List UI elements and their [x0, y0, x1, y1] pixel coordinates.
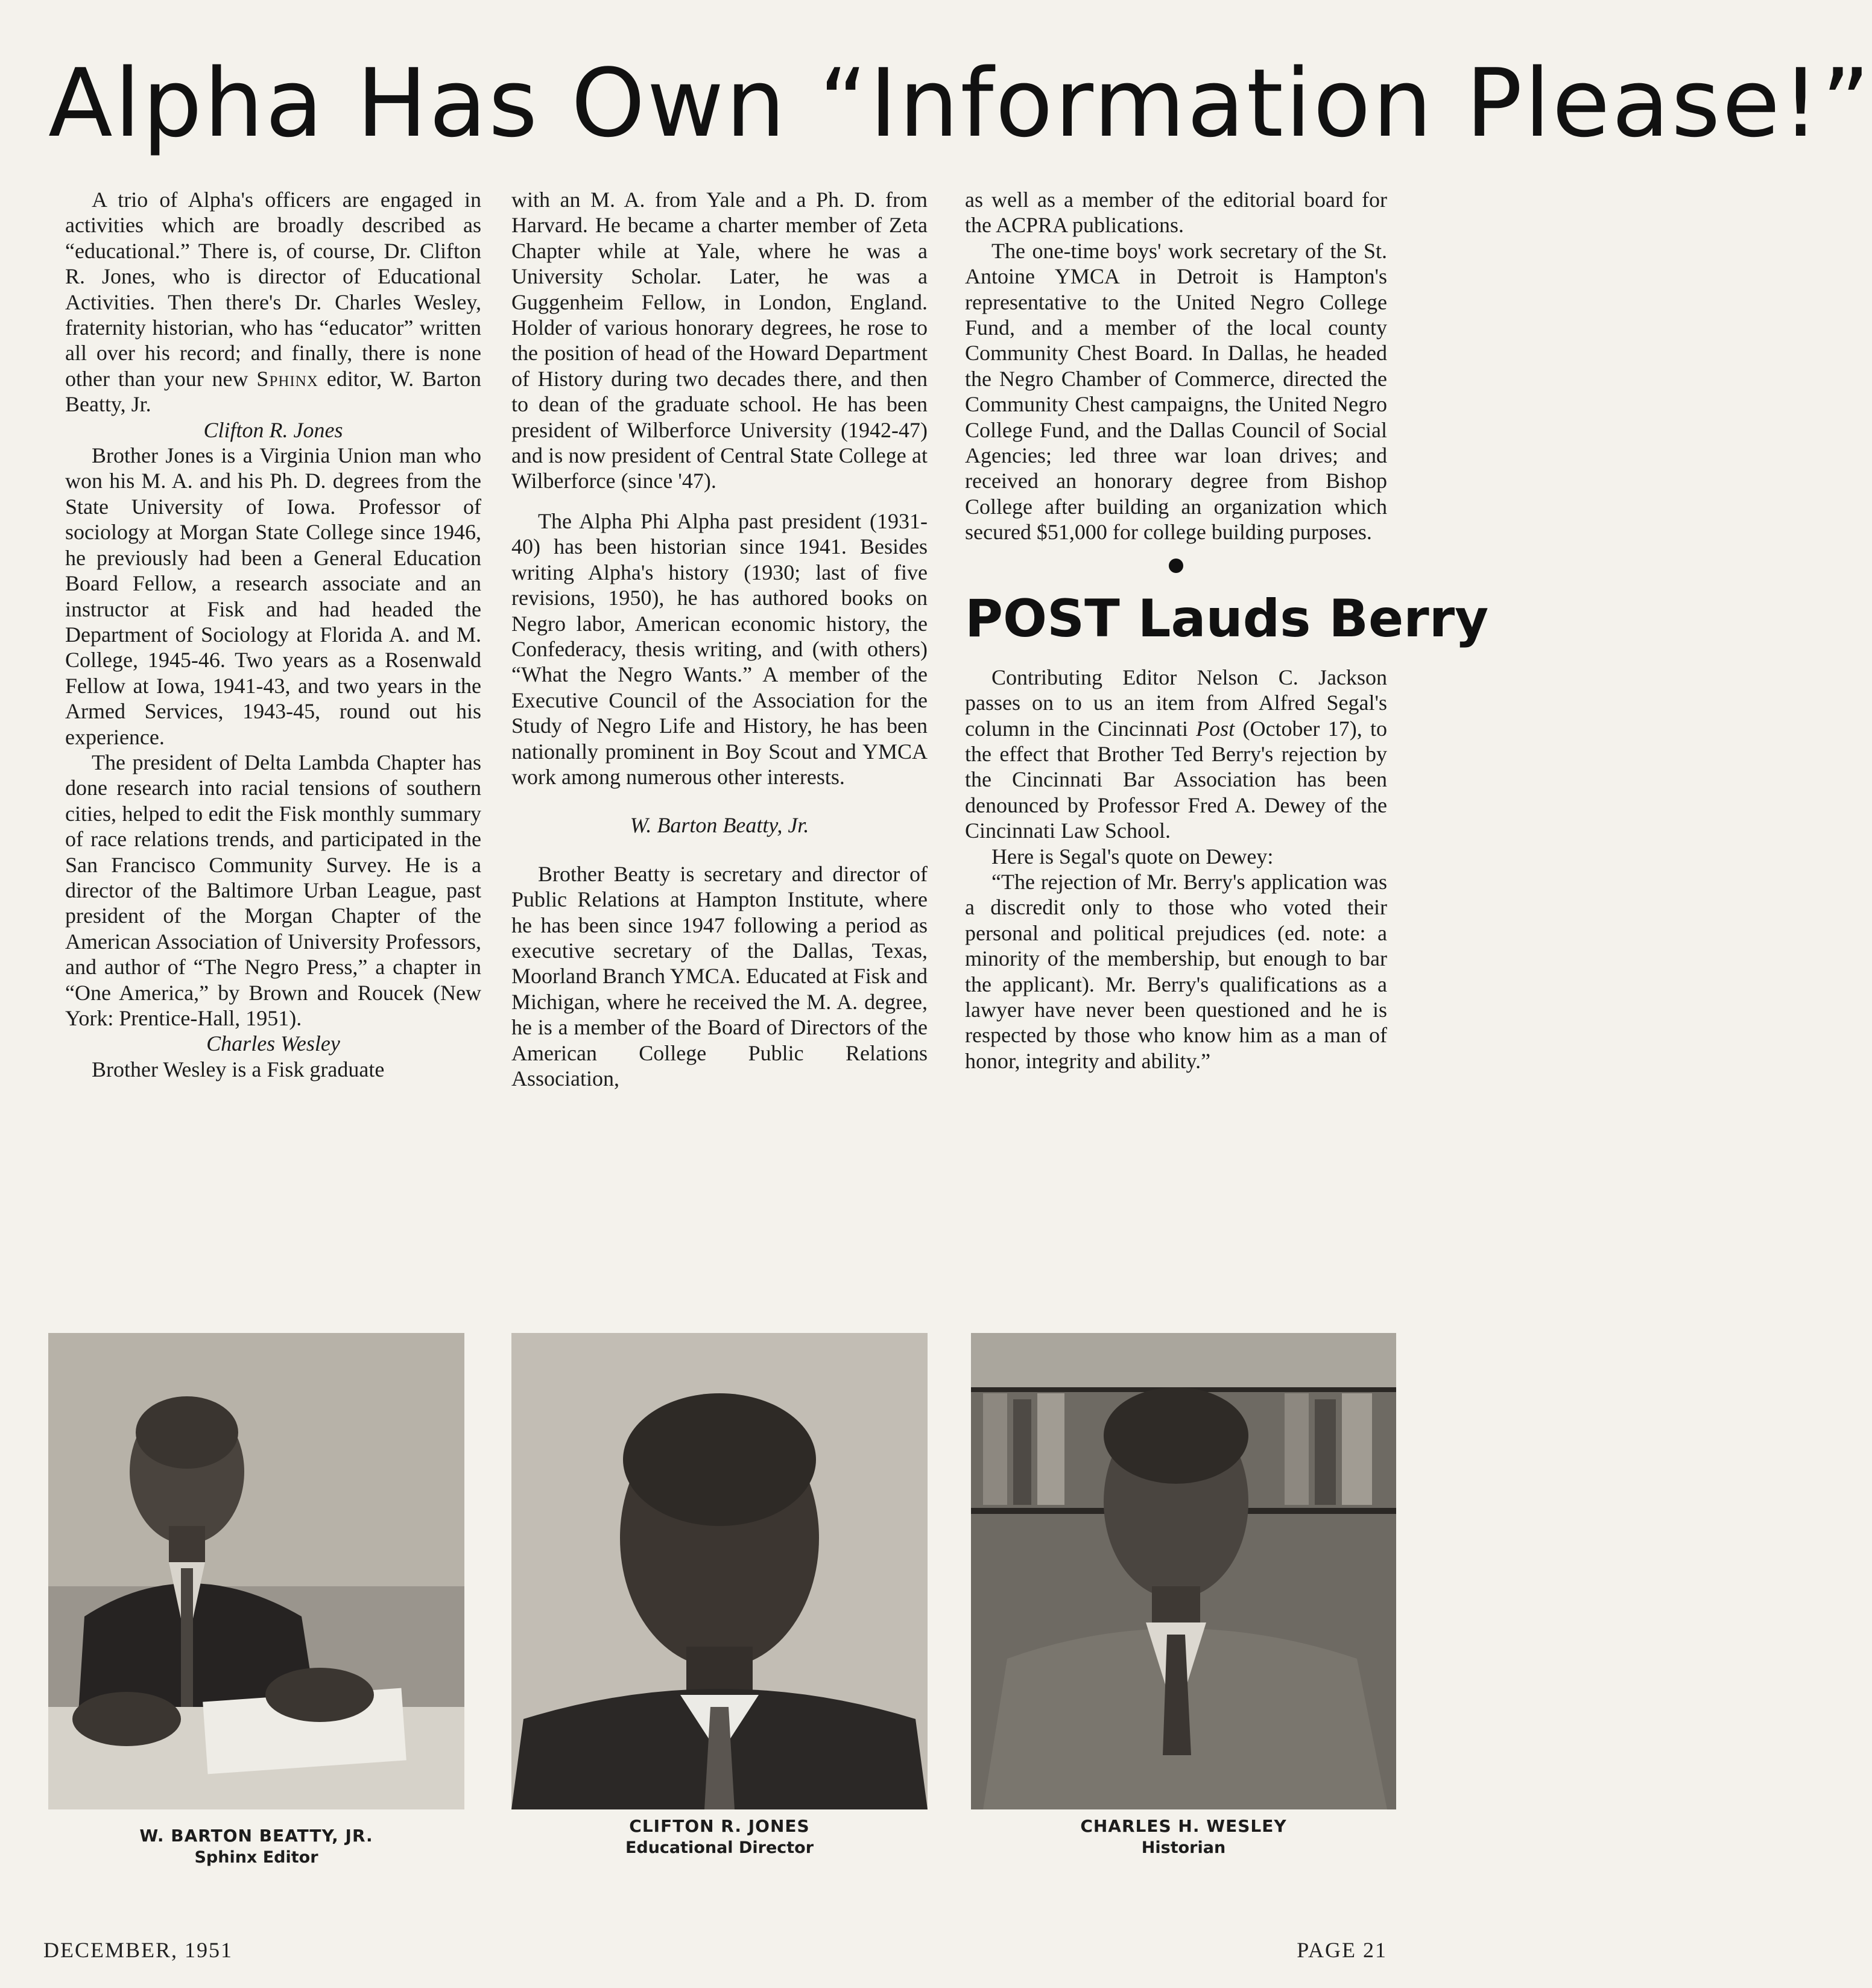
- byline-charles-wesley: Charles Wesley: [206, 1031, 340, 1056]
- berry-quote: “The rejection of Mr. Berry's application was a discredit only to those who voted their personal and political prejudices (ed. note: a minority of the membership, but enough to bar the applicant). Mr. Berry's qualifications as a lawyer have never been questioned and he is respected by those who know him as a man of honor, integrity and ability.”: [965, 869, 1387, 1073]
- caption-charles-wesley: [971, 1815, 1396, 1859]
- footer-issue-date: DECEMBER, 1951: [43, 1938, 233, 1962]
- section-bullet-icon: [1169, 559, 1183, 573]
- caption-role: Historian: [1141, 1838, 1226, 1857]
- subhead-post-lauds-berry: POST Lauds Berry: [965, 588, 1489, 649]
- article-column-3: [965, 187, 1489, 1074]
- caption-name: CHARLES H. WESLEY: [1080, 1816, 1287, 1836]
- photo-charles-wesley: [971, 1333, 1396, 1809]
- wesley-paragraph-2: The Alpha Phi Alpha past president (1931-40) has been historian since 1941. Besides writing Alpha's history (1930; last of five revisions, 1950), he has authored books on Negro labor, American economic history, the Confederacy, thesis writing, and (with others) “What the Negro Wants.” A member of the Executive Council of the Association for the Study of Negro Life and History, he has been nationally prominent in Boy Scout and YMCA work among numerous other interests.: [511, 508, 928, 789]
- article-column-1: [65, 187, 481, 1082]
- headline: Alpha Has Own “Information Please!”: [48, 48, 1872, 158]
- caption-role: Educational Director: [625, 1838, 814, 1857]
- photo-clifton-jones: [511, 1333, 928, 1809]
- footer-page-number: PAGE 21: [1297, 1938, 1387, 1962]
- byline-clifton-jones: Clifton R. Jones: [203, 417, 343, 442]
- beatty-paragraph-2: The one-time boys' work secretary of the St. Antoine YMCA in Detroit is Hampton's representative to the United Negro College Fund, and a member of the local county Community Chest Board. In Dallas, he headed the Negro Chamber of Commerce, directed the Community Chest campaigns, the United Negro College Fund, and the Dallas Council of Social Agencies; led three war loan drives; and received an honorary degree from Bishop College after building an organization which secured $51,000 for college building purposes.: [965, 238, 1387, 545]
- jones-paragraph-2: The president of Delta Lambda Chapter has done research into racial tensions of southern cities, helped to edit the Fisk monthly summary of race relations trends, and participated in the San Francisco Community Survey. He is a director of the Baltimore Urban League, past president of the Morgan Chapter of the American Association of University Professors, and author of “The Negro Press,” a chapter in “One America,” by Brown and Roucek (New York: Prentice-Hall, 1951).: [65, 750, 481, 1030]
- sphinx-magazine-name: Sphinx: [256, 366, 318, 391]
- wesley-paragraph-start: Brother Wesley is a Fisk graduate: [92, 1057, 385, 1081]
- wesley-paragraph-cont: with an M. A. from Yale and a Ph. D. from Harvard. He became a charter member of Zeta Chapter while at Yale, where he was a University Scholar. Later, he was a Guggenheim Fellow, in London, England. Holder of various honorary degrees, he rose to the position of head of the Howard Department of History during two decades there, and then to dean of the graduate school. He has been president of Wilberforce University (1942-47) and is now president of Central State College at Wilberforce (since '47).: [511, 188, 928, 493]
- berry-paragraph-1: Contributing Editor Nelson C. Jackson passes on to us an item from Alfred Segal's column in the Cincinnati Post (October 17), to the effect that Brother Ted Berry's rejection by the Cincinnati Bar Association has been denounced by Professor Fred A. Dewey of the Cincinnati Law School.: [965, 665, 1388, 843]
- caption-name: CLIFTON R. JONES: [629, 1816, 810, 1836]
- caption-name: W. BARTON BEATTY, JR.: [139, 1826, 373, 1846]
- post-newspaper-name: Post: [1196, 716, 1235, 741]
- berry-paragraph-2: Here is Segal's quote on Dewey:: [991, 844, 1274, 869]
- beatty-paragraph-cont: as well as a member of the editorial board for the ACPRA publications.: [965, 188, 1387, 238]
- beatty-paragraph: Brother Beatty is secretary and director of Public Relations at Hampton Institute, where he has been since 1947 following a period as executive secretary of the Dallas, Texas, Moorland Branch YMCA. Educated at Fisk and Michigan, where he received the M. A. degree, he is a member of the Board of Directors of the American College Public Relations Association,: [511, 861, 928, 1091]
- jones-paragraph-1: Brother Jones is a Virginia Union man who won his M. A. and his Ph. D. degrees from the State University of Iowa. Professor of sociology at Morgan State College since 1946, he previously had been a General Education Board Fellow, a research associate and an instructor at Fisk and had headed the Department of Sociology at Florida A. and M. College, 1945-46. Two years as a Rosenwald Fellow at Iowa, 1941-43, and two years in the Armed Services, 1943-45, round out his experience.: [65, 443, 481, 749]
- caption-barton-beatty: [48, 1825, 464, 1869]
- article-column-2: [511, 187, 928, 1091]
- photo-barton-beatty: [48, 1333, 464, 1809]
- caption-clifton-jones: [511, 1815, 928, 1859]
- intro-paragraph: A trio of Alpha's officers are engaged in activities which are broadly described as “educational.” There is, of course, Dr. Clifton R. Jones, who is director of Educational Activities. Then there's Dr. Charles Wesley, fraternity historian, who has “educator” written all over his record; and finally, there is none other than your new Sphinx editor, W. Barton Beatty, Jr.: [65, 188, 481, 417]
- caption-role: Sphinx Editor: [194, 1848, 318, 1867]
- byline-barton-beatty: W. Barton Beatty, Jr.: [630, 813, 809, 838]
